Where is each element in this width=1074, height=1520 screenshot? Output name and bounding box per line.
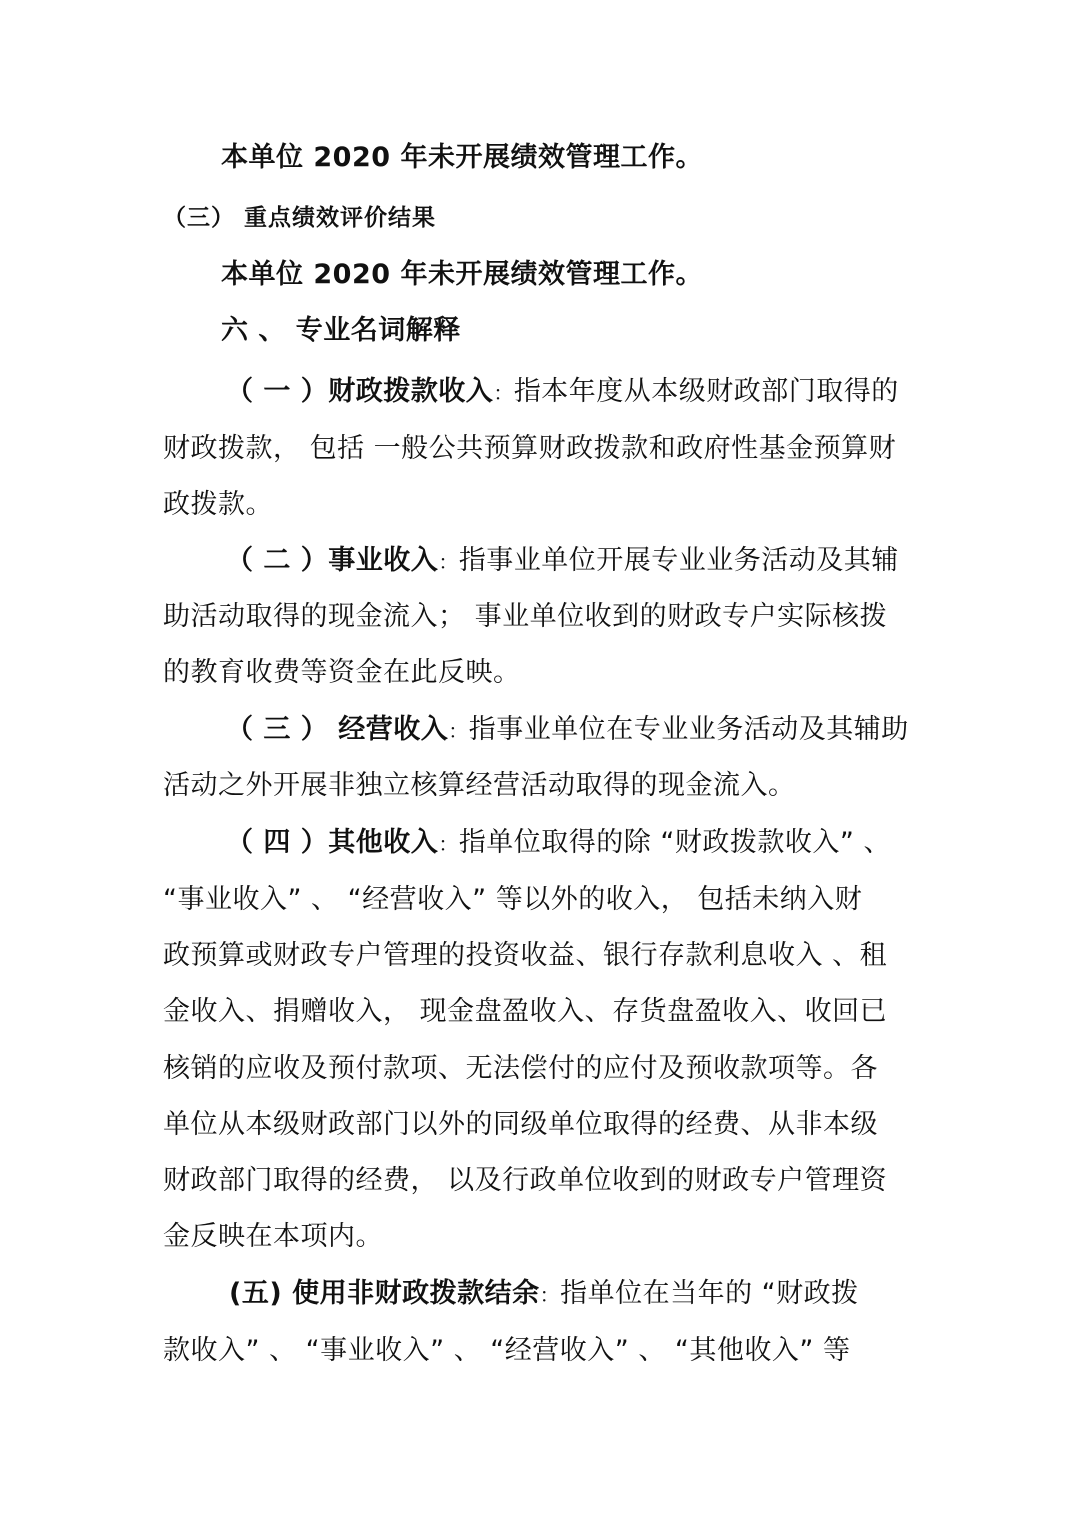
definition-text: 财政拨款， 包括 一般公共预算财政拨款和政府性基金预算财 <box>163 433 897 464</box>
paragraph-no-performance-2: 本单位 2020 年未开展绩效管理工作。 <box>221 259 703 290</box>
term-separator: ： <box>438 832 459 856</box>
definition-text: 金反映在本项内。 <box>163 1221 383 1252</box>
term-separator: ： <box>448 719 469 743</box>
definition-text: 财政部门取得的经费， 以及行政单位收到的财政专户管理资 <box>163 1165 888 1196</box>
term-separator: ： <box>493 381 514 405</box>
term-business-income: （ 二 ）事业收入 <box>226 545 439 576</box>
definition-text: “事业收入” 、 “经营收入” 等以外的收入， 包括未纳入财 <box>163 884 863 915</box>
definition-other-income <box>226 826 891 861</box>
definition-business-income <box>226 544 899 579</box>
definition-text: 指事业单位开展专业业务活动及其辅 <box>458 545 899 576</box>
heading-glossary: 六 、 专业名词解释 <box>221 315 461 346</box>
term-separator: ： <box>539 1283 561 1307</box>
definition-text: 款收入” 、 “事业收入” 、 “经营收入” 、 “其他收入” 等 <box>163 1335 851 1366</box>
definition-text: 政预算或财政专户管理的投资收益、银行存款利息收入 、租 <box>163 940 888 971</box>
definition-text: 指单位取得的除 “财政拨款收入” 、 <box>458 827 891 858</box>
term-separator: ： <box>438 550 459 574</box>
term-fiscal-appropriation: （ 一 ）财政拨款收入 <box>226 376 494 407</box>
definition-text: 指本年度从本级财政部门取得的 <box>513 376 899 407</box>
definition-text: 助活动取得的现金流入； 事业单位收到的财政专户实际核拨 <box>163 601 888 632</box>
definition-text: 金收入、捐赠收入， 现金盘盈收入、存货盘盈收入、收回已 <box>163 996 888 1027</box>
term-operating-income: （ 三 ） 经营收入 <box>226 714 449 745</box>
definition-text: 单位从本级财政部门以外的同级单位取得的经费、从非本级 <box>163 1109 878 1140</box>
paragraph-no-performance-1: 本单位 2020 年未开展绩效管理工作。 <box>221 142 703 173</box>
definition-text: 指单位在当年的 “财政拨 <box>560 1278 859 1309</box>
term-non-fiscal-surplus: (五) 使用非财政拨款结余 <box>229 1278 540 1309</box>
heading-key-evaluation-results: （三） 重点绩效评价结果 <box>163 205 437 231</box>
definition-non-fiscal-surplus <box>229 1277 859 1312</box>
definition-text: 核销的应收及预付款项、无法偿付的应付及预收款项等。各 <box>163 1053 878 1084</box>
definition-text: 政拨款。 <box>163 489 273 520</box>
definition-fiscal-appropriation <box>226 375 899 410</box>
definition-text: 的教育收费等资金在此反映。 <box>163 657 521 688</box>
definition-operating-income <box>226 713 909 748</box>
term-other-income: （ 四 ）其他收入 <box>226 827 439 858</box>
definition-text: 指事业单位在专业业务活动及其辅助 <box>468 714 909 745</box>
definition-text: 活动之外开展非独立核算经营活动取得的现金流入。 <box>163 770 796 801</box>
